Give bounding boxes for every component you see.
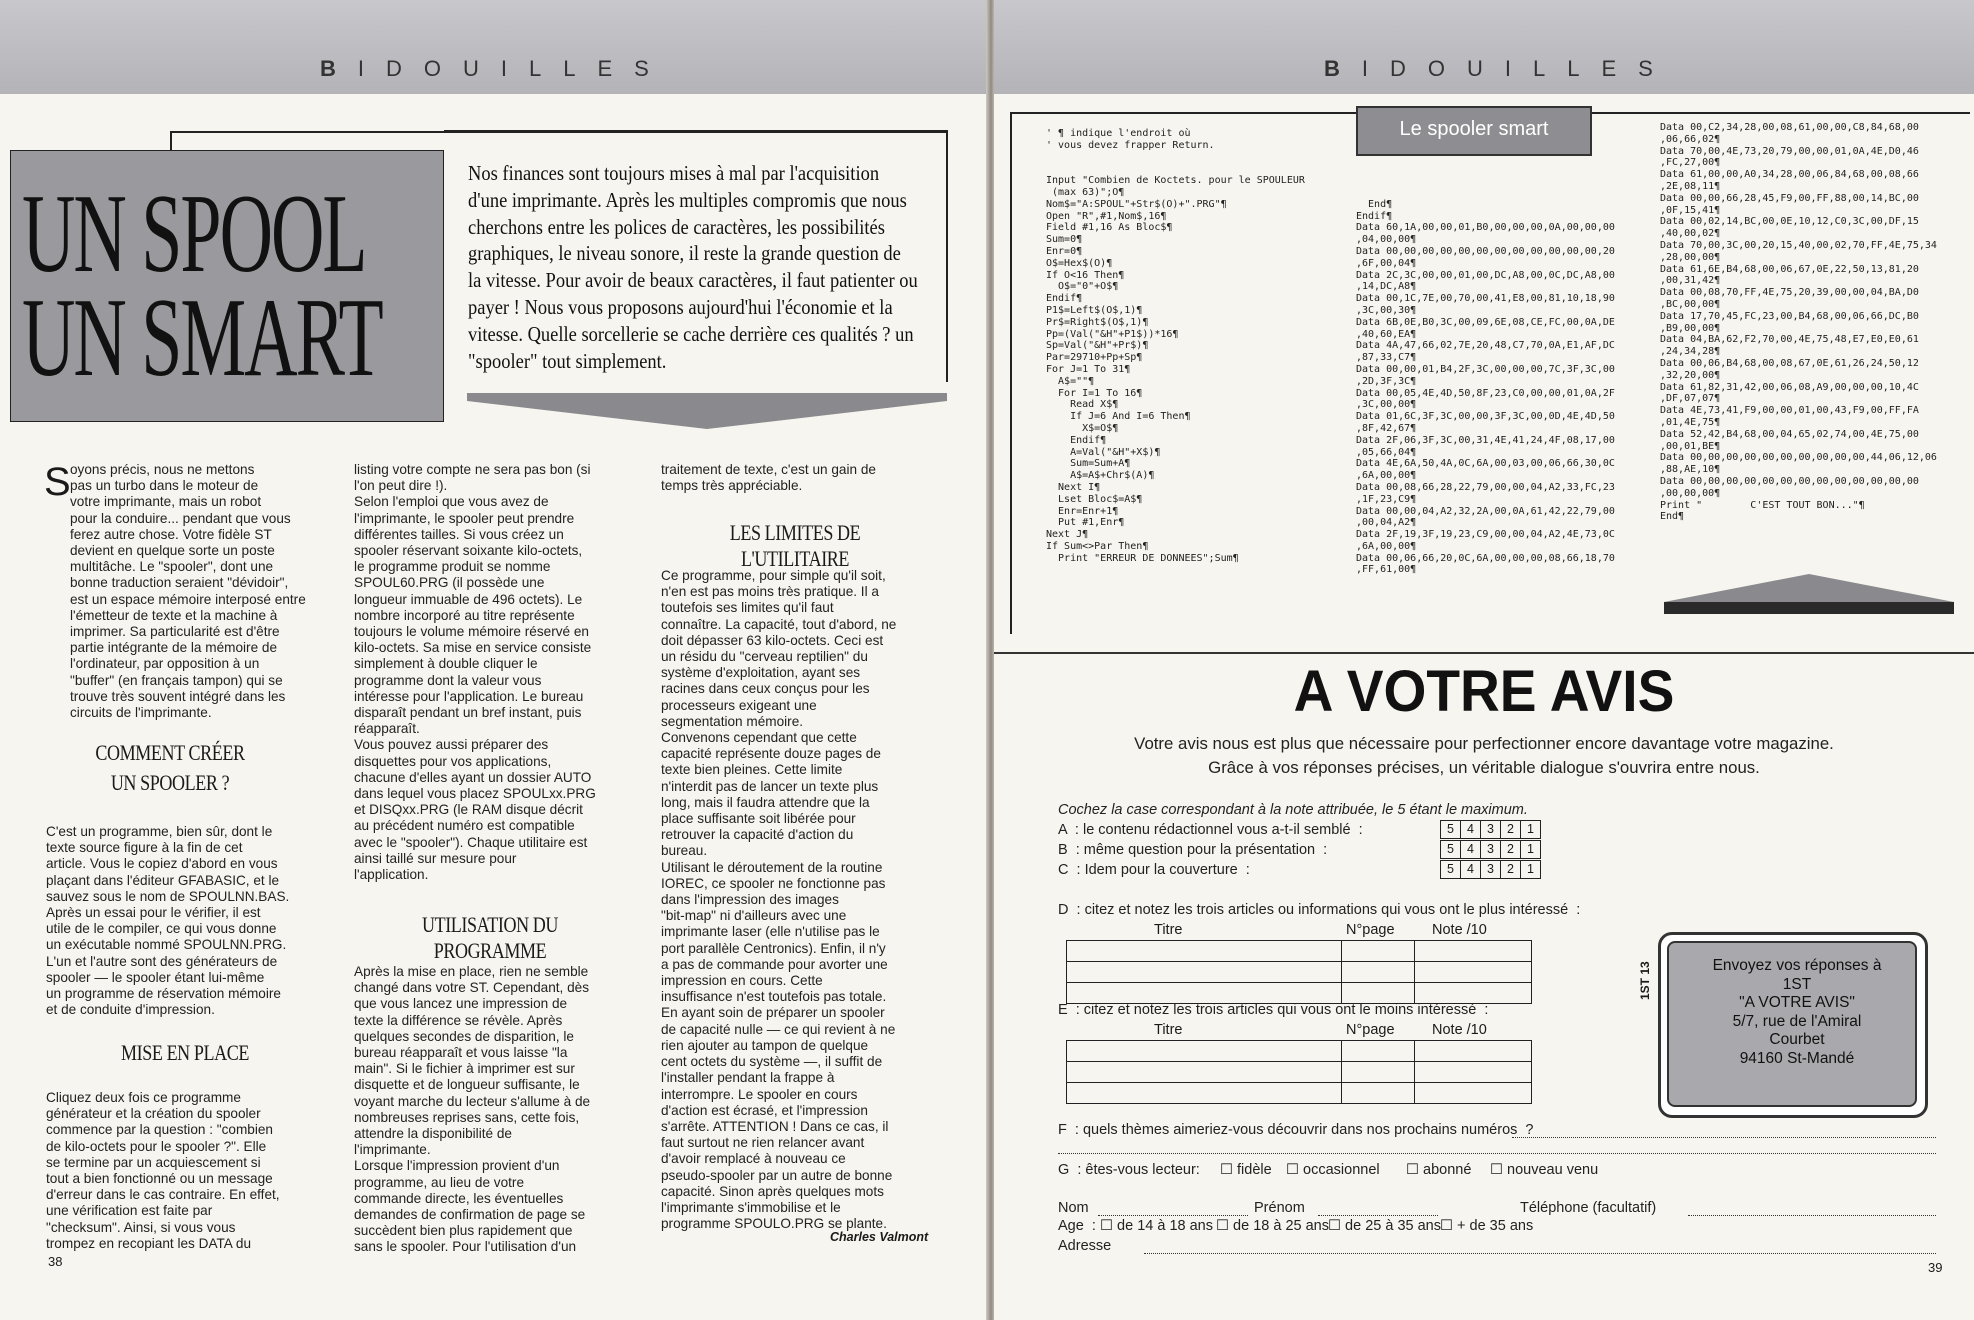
grid-cell[interactable]	[1342, 1062, 1415, 1083]
rating-option[interactable]: 5	[1441, 861, 1461, 878]
headline-line-2: UN SMART	[22, 276, 382, 400]
page-number: 39	[1928, 1260, 1943, 1275]
author-byline: Charles Valmont	[830, 1230, 929, 1244]
question-e: E : citez et notez les trois articles qui vous ont le moins intéressé :	[1058, 1002, 1489, 1018]
question-d: D : citez et notez les trois articles ou informations qui vous ont le plus intéressé :	[1058, 902, 1581, 918]
grid-cell[interactable]	[1067, 983, 1342, 1004]
grid-cell[interactable]	[1067, 941, 1342, 962]
rating-option[interactable]: 5	[1441, 841, 1461, 858]
option-abonne[interactable]: ☐ abonné	[1406, 1162, 1472, 1178]
question-a: A : le contenu rédactionnel vous a-t-il semblé :	[1058, 822, 1363, 838]
up-arrow-icon	[1664, 574, 1954, 616]
rating-c[interactable]	[1440, 860, 1541, 879]
rating-option[interactable]: 1	[1527, 862, 1534, 876]
headline-line-1: UN SPOOL	[22, 172, 366, 296]
grid-cell[interactable]	[1342, 1083, 1415, 1104]
rating-option[interactable]: 4	[1461, 821, 1481, 838]
subhead-un-spooler: UN SPOOLER ?	[110, 770, 230, 795]
grid-cell[interactable]	[1342, 983, 1415, 1004]
issue-code: 1ST 13	[1638, 961, 1652, 1000]
column-2-paragraph-2: Après la mise en place, rien ne semble changé dans votre ST. Cependant, dès que vous lancez une impression de texte la différence se révèle. Après quelques secondes de disparition, le bureau réapparaît et vous laisse "la main". Si le fichier à imprimer est sur disquette et de longueur suffisante, le voyant marche du lecteur s'allume à de nombreuses reprises sans, cette fois, attendre la disponibilité de l'imprimante. Lorsque l'impression provient d'un programme, au lieu de votre commande directe, les éventuelles demandes de confirmation de page se succèdent bien plus rapidement que sans le spooler. Pour l'utilisation d'un	[354, 964, 591, 1255]
intro-paragraph: Nos finances sont toujours mises à mal par l'acquisition d'une imprimante. Après les multiples compromis que nous cherchons entre les polices de caractères, les possibilités graphiques, le niveau sonore, il reste la grande question de la vitesse. Pour avoir de beaux caractères, il faut patienter ou payer ! Nous vous proposons aujourd'hui l'économie et la vitesse. Quelle sorcellerie se cache derrière ces qualités ? un "spooler" tout simplement.	[468, 161, 918, 373]
mailing-address: Envoyez vos réponses à 1ST "A VOTRE AVIS" 5/7, rue de l'Amiral Courbet 94160 St-Mandé	[1712, 957, 1882, 1067]
prenom-label: Prénom	[1254, 1200, 1305, 1216]
survey-title: A VOTRE AVIS	[1293, 659, 1675, 724]
grid-cell[interactable]	[1415, 1041, 1532, 1062]
adresse-label: Adresse	[1058, 1238, 1112, 1254]
telephone-field[interactable]	[1688, 1214, 1936, 1216]
age-option-25-35[interactable]: ☐ de 25 à 35 ans	[1328, 1218, 1441, 1234]
grid-cell[interactable]	[1415, 941, 1532, 962]
header-band	[0, 0, 988, 94]
survey-instruction: Cochez la case correspondant à la note attribuée, le 5 étant le maximum.	[1058, 802, 1528, 818]
age-option-14-18[interactable]: ☐ de 14 à 18 ans	[1100, 1218, 1213, 1234]
grid-cell[interactable]	[1067, 962, 1342, 983]
subhead-comment-creer: COMMENT CRÉER	[95, 740, 245, 765]
column-header-note: Note /10	[1432, 922, 1487, 938]
grid-cell[interactable]	[1067, 1041, 1342, 1062]
rating-option[interactable]: 4	[1461, 861, 1481, 878]
column-header-titre: Titre	[1154, 922, 1183, 938]
down-arrow-icon	[467, 393, 947, 429]
grid-cell[interactable]	[1342, 941, 1415, 962]
grid-cell[interactable]	[1342, 962, 1415, 983]
column-header-npage: N°page	[1346, 1022, 1395, 1038]
telephone-label: Téléphone (facultatif)	[1520, 1200, 1657, 1216]
option-fidele[interactable]: ☐ fidèle	[1220, 1162, 1272, 1178]
drop-cap: S	[44, 460, 71, 504]
column-header-npage: N°page	[1346, 922, 1395, 938]
divider	[994, 652, 1974, 654]
survey-intro-line-2: Grâce à vos réponses précises, un véritable dialogue s'ouvrira entre nous.	[1208, 758, 1760, 777]
rating-option[interactable]: 1	[1527, 822, 1534, 836]
code-listing-column-3: Data 00,C2,34,28,00,08,61,00,00,C8,84,68,00 ,06,66,02¶ Data 70,00,4E,73,20,79,00,00,01,0A,4E,D0,46 ,FC,27,00¶ Data 61,00,00,A0,34,28,00,06,84,68,00,08,66 ,2E,08,11¶ Data 00,00,66,28,45,F9,00,FF,88,00,14,BC,00 ,0F,15,41¶ Data 00,02,14,BC,00,0E,10,12,C0,3C,00,DF,15 ,40,00,02¶ Data 70,00,3C,00,20,15,40,00,02,70,FF,4E,75,34 ,28,00,00¶ Data 61,6E,B4,68,00,06,67,0E,22,50,13,81,20 ,00,31,42¶ Data 00,08,70,FF,4E,75,20,39,00,00,04,BA,D0 ,BC,00,00¶ Data 17,70,45,FC,23,00,B4,68,00,06,66,DC,B0 ,B9,00,00¶ Data 04,BA,62,F2,70,00,4E,75,48,E7,E0,E0,61 ,24,34,28¶ Data 00,06,B4,68,00,08,67,0E,61,26,24,50,12 ,32,20,00¶ Data 61,82,31,42,00,06,08,A9,00,00,00,10,4C ,DF,07,07¶ Data 4E,73,41,F9,00,00,01,00,43,F9,00,FF,FA ,01,4E,75¶ Data 52,42,B4,68,00,04,65,02,74,00,4E,75,00 ,00,01,BE¶ Data 00,00,00,00,00,00,00,00,00,00,44,06,12,06 ,88,AE,10¶ Data 00,00,00,00,00,00,00,00,00,00,00,00,00 ,00,00,00¶ Print " C'EST TOUT BON..."¶ End¶	[1660, 122, 1937, 523]
section-banner: BIDOUILLES	[320, 56, 671, 81]
code-listing-column-1: ' ¶ indique l'endroit où ' vous devez frapper Return. Input "Combien de Koctets. pour le SPOULEUR (max 63)";O¶ Nom$="A:SPOUL"+Str$(O)+".PRG"¶ Open "R",#1,Nom$,16¶ Field #1,16 As Bloc$¶ Sum=0¶ Enr=0¶ O$=Hex$(O)¶ If O<16 Then¶ O$="0"+O$¶ Endif¶ P1$=Left$(O$,1)¶ Pr$=Right$(O$,1)¶ Pp=(Val("&H"+P1$))*16¶ Sp=Val("&H"+Pr$)¶ Par=29710+Pp+Sp¶ For J=1 To 31¶ A$=""¶ For I=1 To 16¶ Read X$¶ If J=6 And I=6 Then¶ X$=O$¶ Endif¶ A=Val("&H"+X$)¶ Sum=Sum+A¶ A$=A$+Chr$(A)¶ Next I¶ Lset Bloc$=A$¶ Enr=Enr+1¶ Put #1,Enr¶ Next J¶ If Sum<>Par Then¶ Print "ERREUR DE DONNEES";Sum¶	[1046, 128, 1305, 564]
grid-cell[interactable]	[1415, 962, 1532, 983]
code-listing-column-2: End¶ Endif¶ Data 60,1A,00,00,01,B0,00,00,00,0A,00,00,00 ,04,00,00¶ Data 00,00,00,00,00,00,00,00,00,00,00,00,20 ,6F,00,04¶ Data 2C,3C,00,00,01,00,DC,A8,00,0C,DC,A8,00 ,14,DC,A8¶ Data 00,1C,7E,00,70,00,41,E8,00,81,10,18,90 ,3C,00,30¶ Data 6B,0E,B0,3C,00,09,6E,08,CE,FC,00,0A,DE ,40,60,EA¶ Data 4A,47,66,02,7E,20,48,C7,70,0A,E1,AF,DC ,87,33,C7¶ Data 00,00,01,B4,2F,3C,00,00,00,7C,3F,3C,00 ,2D,3F,3C¶ Data 00,05,4E,4D,50,8F,23,C0,00,00,01,0A,2F ,3C,00,00¶ Data 01,6C,3F,3C,00,00,3F,3C,00,0D,4E,4D,50 ,8F,42,67¶ Data 2F,06,3F,3C,00,31,4E,41,24,4F,08,17,00 ,05,66,04¶ Data 4E,6A,50,4A,0C,6A,00,03,00,06,66,30,0C ,6A,00,00¶ Data 00,08,66,28,22,79,00,00,04,A2,33,FC,23 ,1F,23,C9¶ Data 00,00,04,A2,32,2A,00,0A,61,42,22,79,00 ,00,04,A2¶ Data 2F,19,3F,19,23,C9,00,00,04,A2,4E,73,0C ,6A,00,00¶ Data 00,06,66,20,0C,6A,00,00,00,08,66,18,70 ,FF,61,00¶	[1356, 198, 1615, 576]
grid-cell[interactable]	[1342, 1041, 1415, 1062]
page-number: 38	[48, 1254, 63, 1269]
grid-cell[interactable]	[1415, 983, 1532, 1004]
subhead-limites: LES LIMITES DE L'UTILITAIRE	[729, 520, 861, 571]
prenom-field[interactable]	[1318, 1214, 1438, 1216]
answer-line[interactable]	[1512, 1136, 1936, 1138]
column-header-note: Note /10	[1432, 1022, 1487, 1038]
column-1-paragraph-2: C'est un programme, bien sûr, dont le texte source figure à la fin de cet article. Vous le copiez d'abord en vous plaçant dans l'éditeur GFABASIC, et le sauvez sous le nom de SPOULNN.BAS. Après un essai pour le vérifier, il est utile de le compiler, ce qui vous donne un exécutable nommé SPOULNN.PRG. L'un et l'autre sont des générateurs de spooler — le spooler étant lui-même un programme de réservation mémoire et de conduite d'impression.	[46, 824, 290, 1018]
column-2-paragraph-1: listing votre compte ne sera pas bon (si l'on peut dire !). Selon l'emploi que vous avez de l'imprimante, le spooler peut prendre différentes tailles. Si vous créez un spooler réservant soixante kilo-octets, le programme produit se nomme SPOUL60.PRG (il possède une longueur immuable de 496 octets). Le nombre incorporé au titre représente toujours le volume mémoire réservé en kilo-octets. Sa mise en service consiste simplement à double cliquer le programme dont la valeur vous intéresse pour l'application. Le bureau disparaît pendant un bref instant, puis réapparaît. Vous pouvez aussi préparer des disquettes pour vos applications, chacune d'elles ayant un dossier AUTO dans lequel vous placez SPOULxx.PRG et DISQxx.PRG (le RAM disque décrit au précédent numéro est compatible avec le "spooler"). Chaque utilitaire est ainsi taillé sur mesure pour l'application.	[354, 462, 596, 883]
rating-option[interactable]: 3	[1481, 861, 1501, 878]
rating-option[interactable]: 2	[1501, 861, 1521, 878]
age-label: Age :	[1058, 1218, 1096, 1234]
grid-cell[interactable]	[1415, 1083, 1532, 1104]
most-interesting-grid[interactable]	[1066, 940, 1532, 1004]
age-option-35-plus[interactable]: ☐ + de 35 ans	[1440, 1218, 1534, 1234]
column-1-paragraph-3: Cliquez deux fois ce programme générateur et la création du spooler commence par la question : "combien de kilo-octets pour le spooler ?". Elle se termine par un acquiescement si tout a bien fonctionné ou un message d'erreur dans le cas contraire. En effet, une vérification est faite par "checksum". Ainsi, si vous vous trompez en recopiant les DATA du	[46, 1090, 280, 1251]
frame-line	[170, 131, 172, 151]
adresse-field[interactable]	[1144, 1252, 1936, 1254]
grid-cell[interactable]	[1067, 1062, 1342, 1083]
column-1-paragraph-1: oyons précis, nous ne mettons pas un turbo dans le moteur de votre imprimante, mais un robot pour la conduire... pendant que vous ferez autre chose. Votre fidèle ST devient en quelque sorte un poste multitâche. Le "spooler", dont une bonne traduction seraient "dévidoir", est un espace mémoire interposé entre l'émetteur de texte et la machine à imprimer. Sa particularité est d'être partie intégrante de la mémoire de l'ordinateur, par opposition à un "buffer" (en français tampon) qui se trouve très souvent intégré dans les circuits de l'imprimante.	[70, 462, 306, 721]
rating-option[interactable]: 4	[1461, 841, 1481, 858]
subhead-utilisation: UTILISATION DU PROGRAMME	[421, 912, 559, 963]
option-occasionnel[interactable]: ☐ occasionnel	[1286, 1162, 1380, 1178]
question-f: F : quels thèmes aimeriez-vous découvrir dans nos prochains numéros ?	[1058, 1122, 1534, 1138]
grid-cell[interactable]	[1067, 1083, 1342, 1104]
rating-option[interactable]: 5	[1441, 821, 1461, 838]
nom-field[interactable]	[1098, 1214, 1248, 1216]
column-3-paragraph-1: traitement de texte, c'est un gain de temps très appréciable.	[661, 462, 876, 494]
rating-option[interactable]: 3	[1481, 841, 1501, 858]
option-nouveau-venu[interactable]: ☐ nouveau venu	[1490, 1162, 1599, 1178]
nom-label: Nom	[1058, 1200, 1089, 1216]
rating-option[interactable]: 2	[1501, 821, 1521, 838]
question-c: C : Idem pour la couverture :	[1058, 862, 1250, 878]
rating-option[interactable]: 3	[1481, 821, 1501, 838]
right-page	[994, 0, 1974, 1320]
answer-line[interactable]	[1058, 1152, 1936, 1154]
rating-b[interactable]	[1440, 840, 1541, 859]
rating-a[interactable]	[1440, 820, 1541, 839]
rating-option[interactable]: 2	[1501, 841, 1521, 858]
column-header-titre: Titre	[1154, 1022, 1183, 1038]
mailing-address-inner	[1667, 941, 1917, 1107]
rating-option[interactable]: 1	[1527, 842, 1534, 856]
column-3-paragraph-2: Ce programme, pour simple qu'il soit, n'en est pas moins très pratique. Il a toutefois ses limites qu'il faut connaître. La capacité, tout d'abord, ne doit dépasser 63 kilo-octets. Ceci est un résidu du "cerveau reptilien" du système d'exploitation, ayant ses racines dans ceux conçus pour les processeurs exigeant une segmentation mémoire. Convenons cependant que cette capacité représente douze pages de texte bien pleines. Cette limite n'interdit pas de lancer un texte plus long, mais il faudra attendre que la place suffisante soit libérée pour retrouver la capacité d'action du bureau. Utilisant le déroutement de la routine IOREC, ce spooler ne fonctionne pas dans l'impression des images "bit-map" ni d'ailleurs avec une imprimante laser (elle n'utilise pas le port parallèle Centronics). Enfin, il n'y a pas de commande pour avorter une impression en cours. Cette insuffisance n'est toutefois pas totale. En ayant soin de préparer un spooler de capacité nulle — ce qui revient à ne rien ajouter au tampon de quelque cent octets du système —, il suffit de l'installer pendant la frappe à interrompre. Le spooler en cours d'action est écrasé, et l'impression s'arrête. ATTENTION ! Dans ce cas, il faut surtout ne rien relancer avant d'avoir remplacé à nouveau ce pseudo-spooler par un autre de bonne capacité. Sinon après quelques mots l'imprimante s'immobilise et le programme SPOULO.PRG se plante.	[661, 568, 897, 1232]
least-interesting-grid[interactable]	[1066, 1040, 1532, 1104]
grid-cell[interactable]	[1415, 1062, 1532, 1083]
question-b: B : même question pour la présentation :	[1058, 842, 1328, 858]
listing-title: Le spooler smart	[1399, 118, 1549, 140]
header-band	[994, 0, 1974, 94]
section-banner: BIDOUILLES	[1324, 56, 1675, 81]
question-g: G : êtes-vous lecteur:	[1058, 1162, 1200, 1178]
age-option-18-25[interactable]: ☐ de 18 à 25 ans	[1216, 1218, 1329, 1234]
survey-intro-line-1: Votre avis nous est plus que nécessaire pour perfectionner encore davantage votre magazine.	[1134, 734, 1834, 753]
subhead-mise-en-place: MISE EN PLACE	[121, 1040, 249, 1065]
mailing-address-box	[1658, 932, 1928, 1118]
